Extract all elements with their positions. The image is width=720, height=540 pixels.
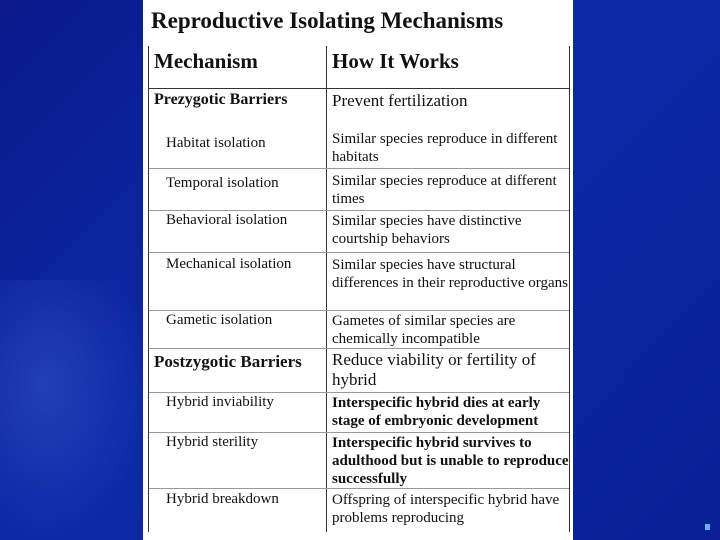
table-row bbox=[149, 312, 569, 349]
how-cell: Interspecific hybrid dies at early stage of embryonic development bbox=[332, 395, 541, 429]
header-divider bbox=[149, 88, 569, 89]
postzygotic-description: Reduce viability or fertility of hybrid bbox=[332, 350, 536, 389]
prezygotic-description: Prevent fertilization bbox=[332, 91, 468, 110]
mechanism-cell: Hybrid inviability bbox=[166, 394, 274, 410]
how-cell: Gametes of similar species are chemically incompatible bbox=[332, 313, 516, 347]
prezygotic-label: Prezygotic Barriers bbox=[154, 91, 288, 108]
header-how-it-works: How It Works bbox=[332, 49, 459, 73]
mechanism-cell: Hybrid sterility bbox=[166, 434, 259, 450]
how-cell: Similar species reproduce in different habitats bbox=[332, 131, 558, 165]
isolation-table bbox=[148, 46, 570, 532]
prezygotic-row bbox=[149, 91, 569, 117]
mechanism-cell: Habitat isolation bbox=[166, 135, 266, 151]
slide-nav-marker[interactable] bbox=[705, 524, 710, 530]
table-row bbox=[149, 212, 569, 253]
table-header-row bbox=[149, 46, 569, 88]
header-mechanism: Mechanism bbox=[154, 49, 258, 73]
mechanism-cell: Behavioral isolation bbox=[166, 212, 288, 228]
table-row bbox=[149, 434, 569, 489]
how-cell: Offspring of interspecific hybrid have problems reproducing bbox=[332, 492, 560, 526]
slide-title: Reproductive Isolating Mechanisms bbox=[151, 8, 504, 33]
how-cell: Similar species have structural differences in their reproductive organs bbox=[332, 257, 569, 291]
mechanism-cell: Temporal isolation bbox=[166, 175, 279, 191]
table-row bbox=[149, 394, 569, 433]
how-cell: Interspecific hybrid survives to adulthood but is unable to reproduce successfully bbox=[332, 435, 569, 487]
mechanism-cell: Gametic isolation bbox=[166, 312, 273, 328]
mechanism-cell: Hybrid breakdown bbox=[166, 491, 279, 507]
slide-figure bbox=[143, 0, 573, 540]
postzygotic-label: Postzygotic Barriers bbox=[154, 352, 302, 371]
table-row bbox=[149, 256, 569, 311]
how-cell: Similar species have distinctive courtship behaviors bbox=[332, 213, 522, 247]
mechanism-cell: Mechanical isolation bbox=[166, 256, 292, 272]
table-row bbox=[149, 491, 569, 531]
table-row bbox=[149, 130, 569, 169]
postzygotic-row bbox=[149, 350, 569, 393]
table-row bbox=[149, 172, 569, 211]
how-cell: Similar species reproduce at different times bbox=[332, 173, 557, 207]
background-decoration bbox=[0, 280, 150, 540]
